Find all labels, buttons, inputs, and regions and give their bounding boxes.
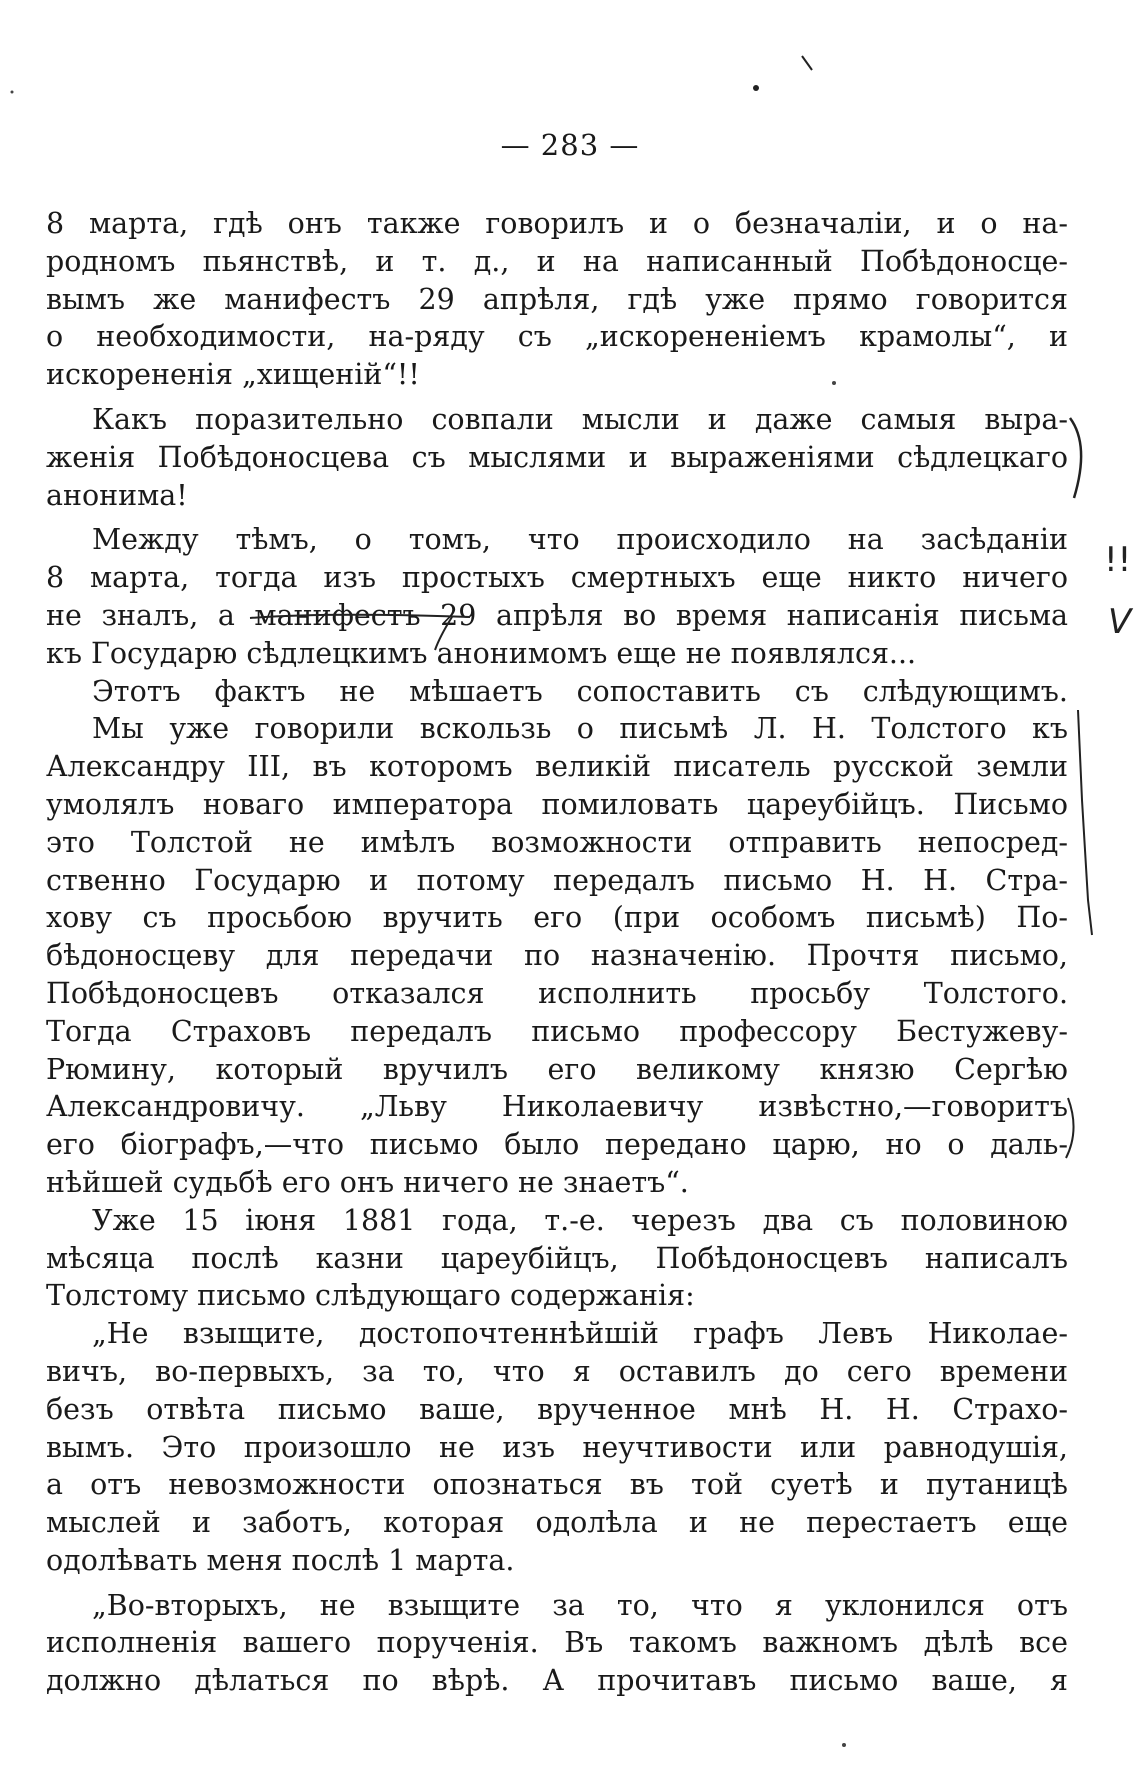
bracket-mark-lower	[1066, 1098, 1074, 1158]
text-line: должно дѣлаться по вѣрѣ. А прочитавъ письмо ваше, я	[46, 1664, 1068, 1698]
text-line: родномъ пьянствѣ, и т. д., и на написанный Побѣдоносце-	[46, 244, 1068, 278]
text-line: не зналъ, а манифестъ 29 апрѣля во время написанія письма	[46, 598, 1068, 632]
margin-exclamation-note: !!	[1104, 540, 1132, 580]
text-line: Какъ поразительно совпали мысли и даже самыя выра-	[92, 402, 1068, 436]
text-line: его біографъ,—что письмо было передано царю, но о даль-	[46, 1128, 1068, 1162]
text-line: вымъ же манифестъ 29 апрѣля, гдѣ уже прямо говорится	[46, 282, 1068, 316]
text-line: Тогда Страховъ передалъ письмо профессору Бестужеву-	[46, 1014, 1068, 1048]
text-line: искорененія „хищеній“!!	[46, 358, 420, 392]
text-line: умолялъ новаго императора помиловать цареубійцъ. Письмо	[46, 787, 1068, 821]
text-line: къ Государю сѣдлецкимъ анонимомъ еще не появлялся...	[46, 636, 917, 670]
text-line: бѣдоносцеву для передачи по назначенію. Прочтя письмо,	[46, 939, 1068, 973]
text-line: хову съ просьбою вручить его (при особомъ письмѣ) По-	[46, 901, 1068, 935]
text-line: Между тѣмъ, о томъ, что происходило на засѣданіи	[92, 523, 1068, 557]
text-line: Александровичу. „Льву Николаевичу извѣстно,—говоритъ	[46, 1090, 1068, 1124]
text-line: нѣйшей судьбѣ его онъ ничего не знаетъ“.	[46, 1165, 689, 1199]
text-line: женія Побѣдоносцева съ мыслями и выраженіями сѣдлецкаго	[46, 440, 1068, 474]
text-line: Уже 15 іюня 1881 года, т.-е. черезъ два съ половиною	[92, 1203, 1068, 1237]
text-line: „Не взыщите, достопочтеннѣйшій графъ Левъ Николае-	[92, 1317, 1068, 1351]
underline-hook-mark	[435, 617, 452, 650]
speck-mark	[11, 91, 14, 94]
text-line: ственно Государю и потому передалъ письмо Н. Н. Стра-	[46, 863, 1068, 897]
text-line: о необходимости, на-ряду съ „искорененіемъ крамолы“, и	[46, 320, 1068, 354]
speck-mark	[832, 381, 836, 385]
page-number: — 283 —	[500, 128, 640, 162]
text-line: Этотъ фактъ не мѣшаетъ сопоставить съ слѣдующимъ.	[92, 674, 1068, 708]
bracket-mark	[1070, 418, 1081, 498]
text-line: анонима!	[46, 478, 188, 512]
text-line: Мы уже говорили вскользь о письмѣ Л. Н. Толстого къ	[92, 712, 1068, 746]
text-line: 8 марта, тогда изъ простыхъ смертныхъ еще никто ничего	[46, 561, 1068, 595]
text-line: это Толстой не имѣлъ возможности отправить непосред-	[46, 825, 1068, 859]
text-line: а отъ невозможности опознаться въ той суетѣ и путаницѣ	[46, 1468, 1068, 1502]
speck-mark	[802, 56, 812, 70]
speck-mark	[842, 1743, 846, 1747]
text-line: безъ отвѣта письмо ваше, врученное мнѣ Н. Н. Страхо-	[46, 1392, 1068, 1426]
text-line: мыслей и заботъ, которая одолѣла и не перестаетъ еще	[46, 1506, 1068, 1540]
text-line: Побѣдоносцевъ отказался исполнить просьбу Толстого.	[46, 976, 1068, 1010]
text-line: вичъ, во-первыхъ, за то, что я оставилъ до сего времени	[46, 1354, 1068, 1388]
margin-check-note: V	[1108, 602, 1132, 642]
text-line: 8 марта, гдѣ онъ также говорилъ и о безначаліи, и о на-	[46, 207, 1068, 240]
text-line: Александру III, въ которомъ великій писатель русской земли	[46, 750, 1068, 784]
text-line: одолѣвать меня послѣ 1 марта.	[46, 1543, 515, 1577]
speck-mark	[753, 85, 759, 91]
text-line: Рюмину, который вручилъ его великому князю Сергѣю	[46, 1052, 1068, 1086]
text-line: Толстому письмо слѣдующаго содержанія:	[46, 1279, 695, 1313]
text-line: вымъ. Это произошло не изъ неучтивости или равнодушія,	[46, 1430, 1068, 1464]
text-line: исполненія вашего порученія. Въ такомъ важномъ дѣлѣ все	[46, 1626, 1068, 1660]
text-line: мѣсяца послѣ казни цареубійцъ, Побѣдоносцевъ написалъ	[46, 1241, 1068, 1275]
margin-line-mark	[1078, 710, 1092, 935]
underline-mark	[250, 615, 470, 618]
text-line: „Во-вторыхъ, не взыщите за то, что я уклонился отъ	[92, 1588, 1068, 1622]
